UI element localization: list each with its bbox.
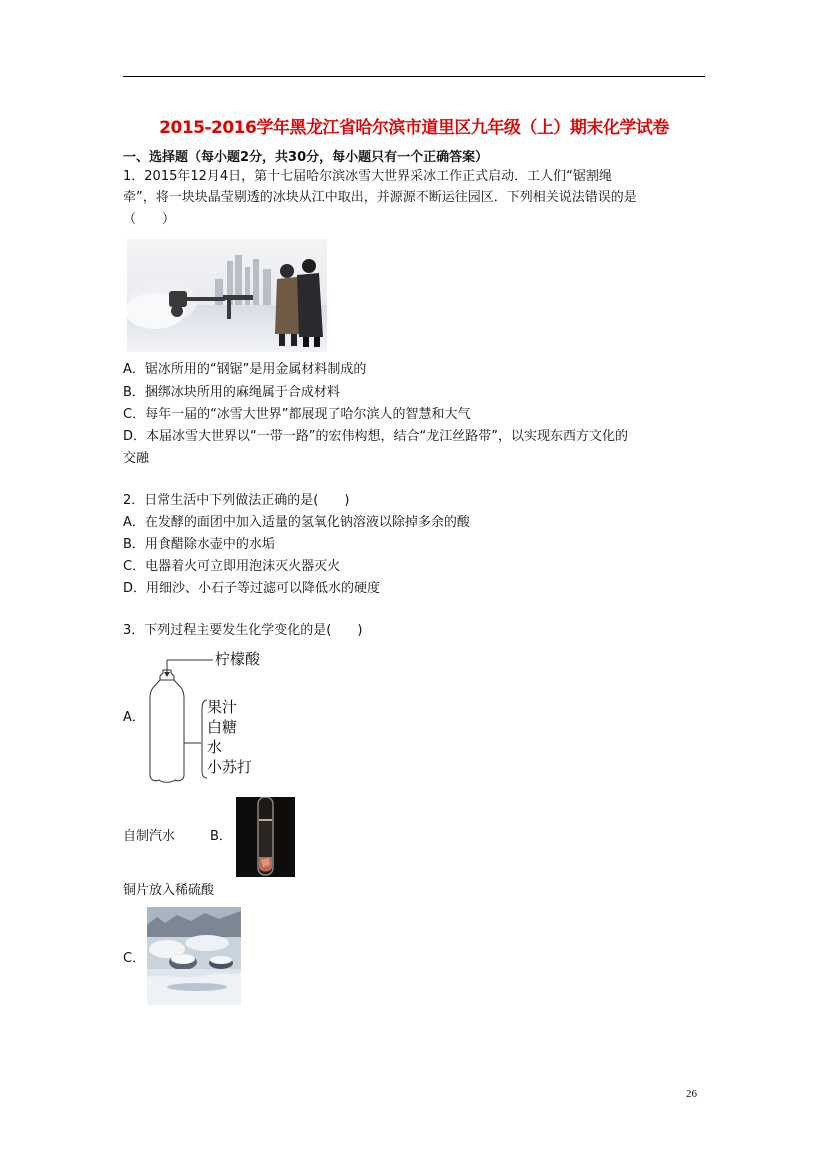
q2-option-c: C．电器着火可立即用泡沫灭火器灭火: [123, 559, 341, 574]
q3-caption-a: 自制汽水: [123, 829, 176, 844]
q1-option-d-cont: 交融: [123, 451, 150, 466]
soda-bottle-diagram: [145, 650, 285, 785]
q3-option-c-letter: C．: [123, 951, 146, 966]
q2-stem: 2．日常生活中下列做法正确的是( ): [123, 493, 350, 508]
header-rule: [123, 76, 705, 77]
label-citric-acid: 柠檬酸: [215, 650, 261, 668]
copper-test-tube-photo: [236, 797, 295, 877]
label-water: 水: [207, 738, 223, 756]
section-heading: 一、选择题（每小题2分，共30分，每小题只有一个正确答案）: [123, 150, 489, 165]
q1-line-3: （ ）: [123, 212, 176, 227]
q1-option-c: C．每年一届的“冰雪大世界”都展现了哈尔滨人的智慧和大气: [123, 407, 471, 422]
q1-line-1: 1．2015年12月4日，第十七届哈尔滨冰雪大世界采冰工作正式启动．工人们“锯割绳: [123, 169, 612, 184]
q2-option-a: A．在发酵的面团中加入适量的氢氧化钠溶液以除掉多余的酸: [123, 515, 470, 530]
q2-option-b: B．用食醋除水壶中的水垢: [123, 537, 275, 552]
page-title: 2015-2016学年黑龙江省哈尔滨市道里区九年级（上）期末化学试卷: [159, 118, 669, 138]
label-juice: 果汁: [207, 698, 238, 716]
q3-option-b-letter: B．: [210, 829, 232, 844]
snow-scene-photo: [147, 907, 241, 1005]
q1-line-2: 牵”，将一块块晶莹剔透的冰块从江中取出，并源源不断运往园区．下列相关说法错误的是: [123, 190, 637, 205]
q1-option-b: B．捆绑冰块所用的麻绳属于合成材料: [123, 385, 340, 400]
q3-option-a-letter: A．: [123, 710, 145, 725]
q3-stem: 3．下列过程主要发生化学变化的是( ): [123, 623, 363, 638]
q1-option-a: A．锯冰所用的“钢锯”是用金属材料制成的: [123, 362, 367, 377]
q3-caption-b: 铜片放入稀硫酸: [123, 883, 215, 898]
q2-option-d: D．用细沙、小石子等过滤可以降低水的硬度: [123, 581, 381, 596]
label-baking-soda: 小苏打: [207, 758, 253, 776]
page-number: 26: [686, 1088, 697, 1100]
label-sugar: 白糖: [207, 718, 238, 736]
q1-option-d: D．本届冰雪大世界以“一带一路”的宏伟构想，结合“龙江丝路带”，以实现东西方文化的: [123, 429, 628, 444]
ice-harvest-photo: [127, 239, 327, 352]
